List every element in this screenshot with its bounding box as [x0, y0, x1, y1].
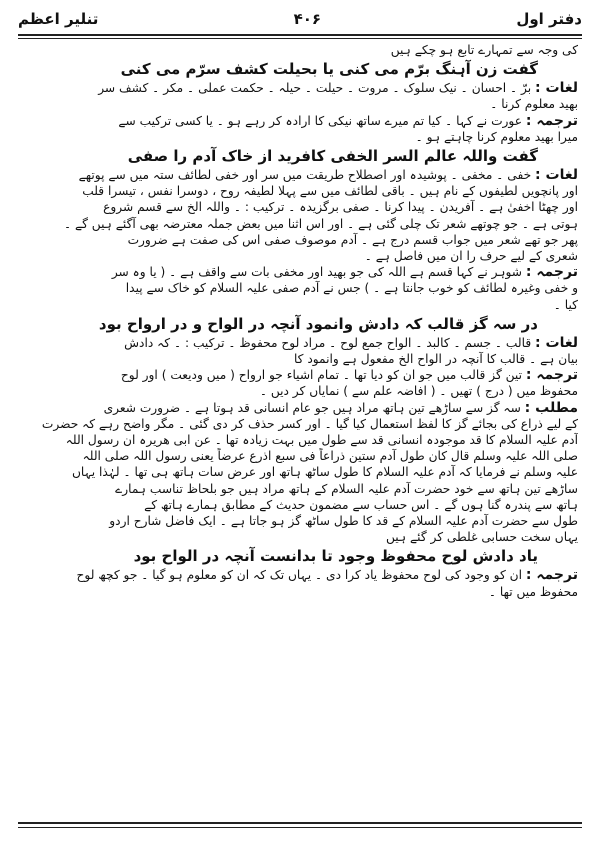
section-label: ترجمہ : — [525, 367, 578, 384]
line-text: میرا بھید معلوم کرنا چاہتے ہو ۔ — [415, 129, 578, 144]
line-text: ساڑھے تین ہاتھ سے خود حضرت آدم علیہ السلام کے ہاتھ مراد ہیں جو بلحاظ تناسب ہمارے — [115, 481, 578, 496]
text-line — [22, 351, 578, 367]
section-label: لغات : — [535, 80, 578, 97]
text-line — [22, 497, 578, 513]
text-line — [22, 383, 578, 399]
section-label: لغات : — [535, 167, 578, 184]
line-text: ہوتی ہے ۔ جو چوتھے شعر تک چلی گئی ہے ۔ اور اس اثنا میں بعض جملہ معترضہ بھی آگئے ہیں گے ۔ — [63, 216, 578, 231]
line-text: طول سے حضرت آدم علیہ السلام کے قد کا طول ساٹھ گز ہو جاتا ہے ۔ ایک فاضل شارح اردو — [109, 514, 578, 529]
line-text: پھر جو تھے شعر میں جواب قسم درج ہے ۔ آدم موصوف صفی اس کی صفت ہے ضرورت — [127, 232, 578, 247]
verse-line — [22, 145, 578, 167]
text-line — [22, 416, 578, 432]
line-text: و خفی وغیرہ لطائف کو خوب جانتا ہے ۔ ) جس نے آدم صفی علیہ السلام کو خاک سے پیدا — [125, 281, 578, 296]
header-rule — [18, 34, 582, 36]
line-text: آدم علیہ السلام کا قد موجودہ انسانی قد سے طول میں بہت زیادہ تھا ۔ عن ابی ھریرہ ان رسول اللہ — [65, 433, 578, 448]
text-line — [22, 513, 578, 529]
line-text: ہاتھ سے پندرہ گنا ہوں گے ۔ اس حساب سے مضمون حدیث کے مطابق ہمارے ہاتھ کے — [144, 497, 578, 512]
text-line — [22, 481, 578, 497]
text-line — [22, 199, 578, 215]
line-text: محفوظ میں تھا ۔ — [488, 584, 578, 599]
line-text: اور پانچویں لطیفوں کے نام ہیں ۔ باقی لطائف میں سے پہلا لطیفہ روح ، دوسرا نفس ، تیسرا قلب — [82, 184, 578, 199]
line-text: محفوظ میں ( درج ) تھیں ۔ ( افاضہ علم سے ) نمایاں کر دیں ۔ — [259, 384, 578, 399]
text-line — [22, 280, 578, 296]
line-text: شعری کے لیے حرف را ان میں فاصل ہے ۔ — [364, 249, 578, 264]
text-line — [22, 264, 578, 280]
text-line — [22, 42, 578, 58]
text-line — [22, 167, 578, 183]
section-label: ترجمہ : — [525, 112, 578, 129]
verse-line — [22, 545, 578, 567]
text-line — [22, 248, 578, 264]
section-label: لغات : — [535, 334, 578, 351]
header-rule-thin — [18, 38, 582, 39]
text-line — [22, 432, 578, 448]
line-text: اور چھٹا اخفیٰ ہے ۔ آفریدن ۔ پیدا کرنا ۔ صفی برگزیدہ ۔ ترکیب : ۔ واللہ الخ سے قسم شروع — [103, 200, 578, 215]
line-text: یہاں سخت حسابی غلطی کر گئے ہیں — [386, 530, 578, 545]
text-line — [22, 335, 578, 351]
line-text: کی وجہ سے تمہارے تابع ہو چکے ہیں — [390, 43, 578, 57]
section-label: ترجمہ : — [525, 567, 578, 584]
text-line — [22, 113, 578, 129]
line-text: برّ ۔ احسان ۔ نیک سلوک ۔ مروت ۔ حیلت ۔ حیلہ ۔ حکمت عملی ۔ مکر ۔ کشف سر — [98, 81, 532, 96]
text-line — [22, 183, 578, 199]
page-header — [18, 6, 582, 32]
page-body — [22, 42, 578, 819]
line-text: ان کو وجود کی لوح محفوظ یاد کرا دی ۔ یہاں تک کہ ان کو معلوم ہو گیا ۔ جو کچھ لوح — [76, 568, 522, 583]
line-text: کے لیے ذراع کی بجائے گز کا لفظ استعمال کیا گیا ۔ اور کسر حذف کر دی گئی ۔ مگر واضح رہے کہ حضرت — [41, 416, 578, 431]
header-book-title: دفتر اول — [516, 10, 582, 28]
text-line — [22, 584, 578, 600]
line-text: شوہر نے کہا قسم ہے اللہ کی جو بھید اور مخفی بات سے واقف ہے ۔ ( یا وہ سر — [111, 265, 522, 280]
text-line — [22, 96, 578, 112]
line-text: عورت نے کہا ۔ کیا تم میرے ساتھ نیکی کا ارادہ کر رہے ہو ۔ یا کسی ترکیب سے — [118, 113, 522, 128]
text-line — [22, 367, 578, 383]
line-text: بھید معلوم کرنا ۔ — [490, 97, 578, 112]
text-line — [22, 129, 578, 145]
verse-text: در سہ گز قالب کہ دادش وانمود آنچہ در الواح و در ارواح بود — [98, 314, 538, 333]
verse-text: گفت زن آہنگ برّم می کنی یا بحیلت کشف سرّم می کنی — [120, 60, 538, 79]
verse-line — [22, 313, 578, 335]
text-line — [22, 529, 578, 545]
section-label: مطلب : — [524, 399, 578, 416]
text-line — [22, 448, 578, 464]
line-text: قالب ۔ جسم ۔ کالبد ۔ الواح جمع لوح ۔ مراد لوح محفوظ ۔ ترکیب : ۔ کہ دادش — [124, 335, 532, 350]
line-text: تین گز قالب میں جو ان کو دیا تھا ۔ تمام اشیاء جو ارواح ( میں ودیعت ) اور لوح — [120, 368, 522, 383]
text-line — [22, 464, 578, 480]
verse-text: یاد دادش لوح محفوظ وجود تا بدانست آنچہ در الواح بود — [133, 547, 538, 566]
text-line — [22, 400, 578, 416]
line-text: سہ گز سے ساڑھے تین ہاتھ مراد ہیں جو عام انسانی قد ہوتا ہے ۔ ضرورت شعری — [103, 400, 521, 415]
header-series-title: تنلیر اعظم — [18, 10, 99, 28]
text-line — [22, 232, 578, 248]
line-text: کیا ۔ — [553, 297, 578, 312]
text-line — [22, 80, 578, 96]
text-line — [22, 567, 578, 583]
footer-rule — [18, 822, 582, 824]
verse-line — [22, 58, 578, 80]
section-label: ترجمہ : — [525, 264, 578, 281]
text-line — [22, 216, 578, 232]
line-text: علیہ وسلم نے فرمایا کہ آدم علیہ السلام کا طول ساٹھ ہاتھ اور عرض سات ہاتھ ہی تھا ۔ لہٰذا یہاں — [71, 465, 578, 480]
page-number: ۴۰۶ — [293, 10, 322, 28]
verse-text: گفت واللہ عالم السر الخفی کافرید از خاک آدم را صفی — [127, 147, 538, 166]
footer-rule-thin — [18, 827, 582, 828]
text-line — [22, 297, 578, 313]
line-text: خفی ۔ مخفی ۔ پوشیدہ اور اصطلاح طریقت میں سر اور خفی لطائف ستہ میں سے پوتھے — [78, 168, 532, 183]
line-text: بیان ہے ۔ قالب کا آنچہ در الواح الخ مفعول ہے وانمود کا — [293, 352, 578, 367]
line-text: صلی اللہ علیہ وسلم قال کان طول آدم ستین ذراعاً فی سبع اذرع عرضاً یعنی رسول اللہ صلی اللہ — [82, 449, 578, 464]
